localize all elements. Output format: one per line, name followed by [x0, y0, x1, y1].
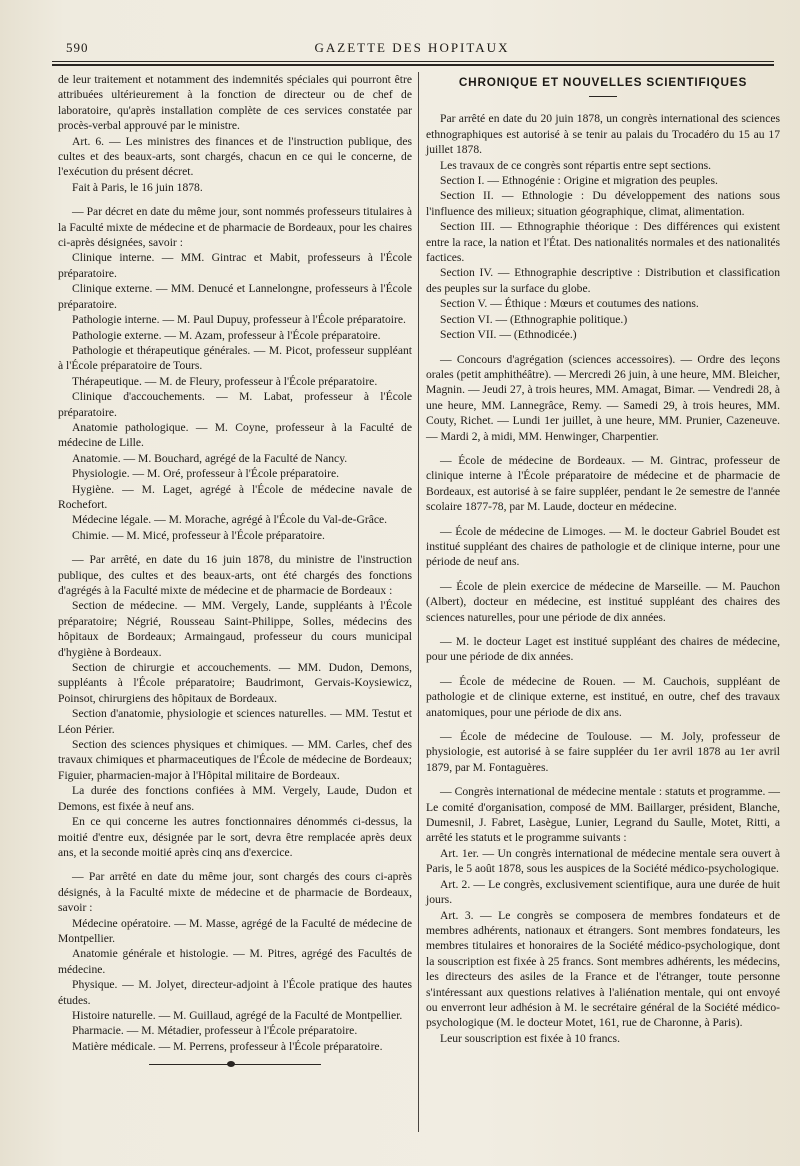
- paragraph: Section III. — Ethnographie théorique : Des différences qui existent entre la race, la nation et l'État. Des nationalités normales et des nationalités factices.: [426, 220, 780, 265]
- paragraph: Hygiène. — M. Laget, agrégé à l'École de médecine navale de Rochefort.: [58, 482, 412, 511]
- paragraph: Physique. — M. Jolyet, directeur-adjoint à l'École pratique des hautes études.: [58, 978, 412, 1007]
- paragraph: — Par décret en date du même jour, sont nommés professeurs titulaires à la Faculté mixte de médecine et de pharmacie de Bordeaux, pour les chaires ci-après désignées, savoir :: [58, 205, 412, 250]
- paragraph: Clinique externe. — MM. Denucé et Lannelongne, professeurs à l'École préparatoire.: [58, 282, 412, 311]
- paragraph: Leur souscription est fixée à 10 francs.: [440, 1031, 620, 1045]
- paragraph: Chimie. — M. Micé, professeur à l'École préparatoire.: [72, 528, 325, 542]
- paragraph: Section IV. — Ethnographie descriptive : Distribution et classification des peuples sur la surface du globe.: [426, 266, 780, 295]
- paragraph: Section de médecine. — MM. Vergely, Lande, suppléants à l'École préparatoire; Négrié, Rousseau Saint-Philippe, Solles, médecins des hôpitaux de Bordeaux; Armaingaud, professeur du cours municipal d'hygiène à Bordeaux.: [58, 599, 412, 659]
- section-title: CHRONIQUE ET NOUVELLES SCIENTIFIQUES: [458, 75, 748, 89]
- paragraph: de leur traitement et notamment des indemnités spéciales qui pourront être attribuées ultérieurement à la fonction de directeur ou de chef de laboratoire, qu'après installation complète de ces services constatée par procès-verbal approuvé par le ministre.: [58, 73, 412, 133]
- paragraph: Clinique interne. — MM. Gintrac et Mabit, professeurs à l'École préparatoire.: [58, 251, 412, 280]
- paragraph: Pathologie interne. — M. Paul Dupuy, professeur à l'École préparatoire.: [72, 313, 406, 327]
- paragraph: — École de médecine de Toulouse. — M. Joly, professeur de physiologie, est autorisé à se faire suppléer du 1er avril 1878 au 1er avril 1879, par M. Fontaguères.: [426, 730, 780, 774]
- paragraph: — Congrès international de médecine mentale : statuts et programme. — Le comité d'organisation, composé de MM. Baillarger, président, Blanche, Dumesnil, J. Fabret, Lasègue, Lunier, Legrand du Saulle, Motet, Ritti, a arrêté les statuts et le programme suivants :: [426, 785, 780, 845]
- paragraph: — École de médecine de Rouen. — M. Cauchois, suppléant de pathologie et de clinique externe, est institué, en outre, chef des travaux anatomiques, pour une période de dix ans.: [426, 674, 780, 719]
- paragraph: — Par arrêté, en date du 16 juin 1878, du ministre de l'instruction publique, des cultes et des beaux-arts, ont été chargés des fonctions d'agrégés à la Faculté mixte de médecine et de pharmacie de Bordeaux :: [58, 553, 412, 597]
- paragraph: Art. 1er. — Un congrès international de médecine mentale sera ouvert à Paris, le 5 août 1878, sous les auspices de la Société médico-psychologique.: [426, 846, 780, 876]
- paragraph: Section II. — Ethnologie : Du développement des nations sous l'influence des milieux; situation géographique, climat, alimentation.: [426, 189, 780, 218]
- paragraph: Les travaux de ce congrès sont répartis entre sept sections.: [440, 158, 712, 172]
- paragraph: Section de chirurgie et accouchements. — MM. Dudon, Demons, suppléants à l'École préparatoire; Baudrimont, Gervais-Koysiewicz, Poinsot, chirurgiens des hôpitaux de Bordeaux.: [58, 661, 412, 705]
- paragraph: Physiologie. — M. Oré, professeur à l'École préparatoire.: [72, 467, 340, 481]
- left-column: [58, 72, 412, 1065]
- paragraph: Par arrêté en date du 20 juin 1878, un congrès international des sciences ethnographiques est autorisé à se tenir au palais du Trocadéro du 15 au 17 juillet 1878.: [426, 112, 780, 157]
- paragraph: Histoire naturelle. — M. Guillaud, agrégé de la Faculté de Montpellier.: [72, 1008, 403, 1022]
- paragraph: Anatomie générale et histologie. — M. Pitres, agrégé des Facultés de médecine.: [58, 947, 412, 976]
- page-number: 590: [66, 40, 89, 55]
- ornament-dot: [227, 1061, 235, 1067]
- column-divider: [418, 72, 419, 1132]
- paragraph: Section VI. — (Ethnographie politique.): [440, 312, 628, 326]
- paragraph: Art. 3. — Le congrès se composera de membres fondateurs et de membres adhérents, nationaux et étrangers. Sont membres fondateurs, les membres titulaires et honoraires de la Société médico-psychologique, dont la souscription est fixée à 25 francs. Sont membres adhérents, les médecins, les directeurs des asiles de la France et de l'étranger, toute personne s'intéressant aux questions relatives à l'aliénation mentale, qui ont envoyé ou enverront leur adhésion à M. le secrétaire général de la Société médico-psychologique (M. le docteur Motet, 161, rue de Charonne, à Paris).: [426, 908, 780, 1030]
- paragraph: Médecine légale. — M. Morache, agrégé à l'École du Val-de-Grâce.: [72, 513, 388, 527]
- paragraph: Anatomie pathologique. — M. Coyne, professeur à la Faculté de médecine de Lille.: [58, 420, 412, 450]
- header-double-rule: [52, 64, 774, 66]
- paragraph: — École de médecine de Limoges. — M. le docteur Gabriel Boudet est institué suppléant des chaires de pathologie et de clinique interne, pour une période de neuf ans.: [426, 524, 780, 569]
- paragraph: Clinique d'accouchements. — M. Labat, professeur à l'École préparatoire.: [58, 390, 412, 419]
- paragraph: Section des sciences physiques et chimiques. — MM. Carles, chef des travaux chimiques et pharmaceutiques de l'École de médecine de Bordeaux; Figuier, pharmacien-major à l'Hôpital militaire de Bordeaux.: [58, 738, 412, 782]
- title-rule: [589, 96, 617, 97]
- paragraph: Section VII. — (Ethnodicée.): [440, 328, 577, 342]
- paragraph: Médecine opératoire. — M. Masse, agrégé de la Faculté de médecine de Montpellier.: [58, 916, 412, 945]
- paragraph: Section I. — Ethnogénie : Origine et migration des peuples.: [440, 174, 718, 188]
- paragraph: Art. 2. — Le congrès, exclusivement scientifique, aura une durée de huit jours.: [426, 877, 780, 907]
- paragraph: Anatomie. — M. Bouchard, agrégé de la Faculté de Nancy.: [72, 451, 348, 465]
- paragraph: En ce qui concerne les autres fonctionnaires dénommés ci-dessus, la moitié d'entre eux, désignée par le sort, devra être remplacée après deux ans, et la seconde moitié après cinq ans d'exercice.: [58, 815, 412, 859]
- journal-title: GAZETTE DES HOPITAUX: [314, 40, 510, 55]
- end-ornament-rule: [149, 1064, 321, 1065]
- paragraph: Fait à Paris, le 16 juin 1878.: [72, 180, 203, 194]
- paragraph: Section V. — Éthique : Mœurs et coutumes des nations.: [440, 297, 699, 311]
- paragraph: — École de médecine de Bordeaux. — M. Gintrac, professeur de clinique interne à l'École préparatoire de médecine et de pharmacie de Bordeaux, est autorisé à se faire suppléer, pendant le 2e semestre de l'année scolaire 1877-78, par M. Laude, docteur en médecine.: [426, 453, 780, 514]
- paragraph: Pharmacie. — M. Métadier, professeur à l'École préparatoire.: [72, 1024, 358, 1038]
- paragraph: — M. le docteur Laget est institué suppléant des chaires de médecine, pour une période de dix années.: [426, 635, 780, 664]
- paragraph: La durée des fonctions confiées à MM. Vergely, Laude, Dudon et Demons, est fixée à neuf ans.: [58, 784, 412, 813]
- paragraph: Pathologie externe. — M. Azam, professeur à l'École préparatoire.: [72, 328, 381, 342]
- paragraph: — Concours d'agrégation (sciences accessoires). — Ordre des leçons orales (petit amphithéâtre). — Mercredi 26 juin, à une heure, MM. Bleicher, Magnin. — Jeudi 27, à trois heures, MM. Amagat, Bimar. — Vendredi 28, à une heure, MM. Lannegrâce, Remy. — Samedi 29, à trois heures, MM. Couty, Richet. — Lundi 1er juillet, à une heure, MM. Prunier, Cazeneuve. — Mardi 2, à midi, MM. Henwinger, Charpentier.: [426, 352, 780, 443]
- paragraph: — Par arrêté en date du même jour, sont chargés des cours ci-après désignés, à la Faculté mixte de médecine et de pharmacie de Bordeaux, savoir :: [58, 870, 412, 915]
- paragraph: Thérapeutique. — M. de Fleury, professeur à l'École préparatoire.: [72, 374, 378, 388]
- header-rule: [52, 61, 774, 62]
- paragraph: Section d'anatomie, physiologie et sciences naturelles. — MM. Testut et Léon Périer.: [58, 707, 412, 736]
- paragraph: Pathologie et thérapeutique générales. — M. Picot, professeur suppléant à l'École préparatoire de Tours.: [58, 343, 412, 373]
- paragraph: Matière médicale. — M. Perrens, professeur à l'École préparatoire.: [72, 1039, 383, 1053]
- paragraph: Art. 6. — Les ministres des finances et de l'instruction publique, des cultes et des beaux-arts, sont chargés, chacun en ce qui le concerne, de l'exécution du présent décret.: [58, 134, 412, 179]
- right-column: [426, 72, 780, 1046]
- paragraph: — École de plein exercice de médecine de Marseille. — M. Pauchon (Albert), docteur en médecine, est institué suppléant des chaires des sciences naturelles, pour une période de dix années.: [426, 579, 780, 624]
